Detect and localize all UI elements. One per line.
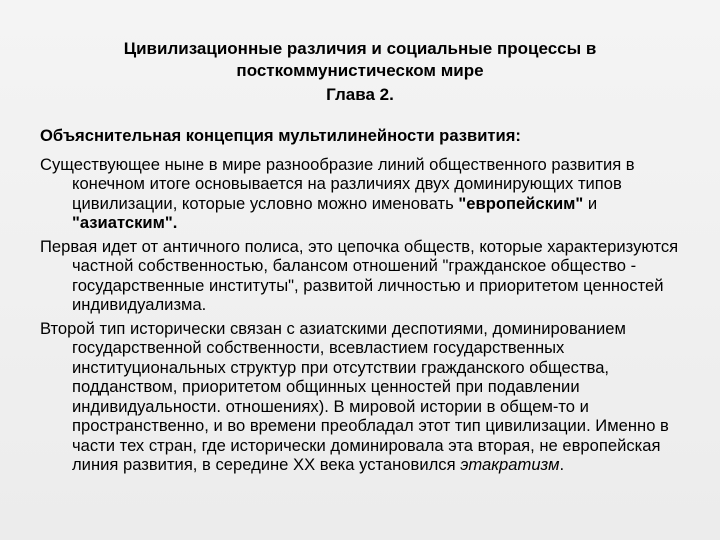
paragraph-second-type [40, 319, 688, 475]
term-etacratism: этакратизм [460, 455, 560, 474]
slide-content [40, 126, 688, 479]
term-european: "европейским" [458, 193, 584, 213]
slide-title: Цивилизационные различия и социальные процессы в посткоммунистическом мире [123, 39, 597, 80]
slide-subtitle: Глава 2. [326, 85, 394, 104]
paragraph-text: Второй тип исторически связан с азиатскими деспотиями, доминированием государственной собственности, всевластием государственных институциональных структур при отсутствии гражданского общества, подданством, приоритетом общинных ценностей при подавлении индивидуальности. отношениях). В мировой истории в общем-то и пространственно, и во времени преобладал этот тип цивилизации. Именно в части тех стран, где исторически доминировала эта вторая, не европейская линия развития, в середине XX века установился [40, 318, 669, 474]
paragraph-end: . [559, 455, 565, 474]
term-asian: "азиатским". [72, 213, 178, 232]
joiner-text: и [583, 193, 598, 213]
paragraph-first-type [40, 237, 688, 315]
paragraph-text: Первая идет от античного полиса, это цепочка обществ, которые характеризуются частной собственностью, балансом отношений "гражданское общество - государственные институты", развитой личностью и приоритетом ценностей индивидуализма. [40, 236, 679, 314]
paragraph-european-asian [40, 155, 688, 233]
paragraph-text: Существующее ныне в мире разнообразие линий общественного развития в конечном итоге основывается на различиях двух доминирующих типов цивилизации, которые условно можно именовать [40, 154, 635, 213]
section-heading: Объяснительная концепция мультилинейности развития: [40, 126, 521, 145]
